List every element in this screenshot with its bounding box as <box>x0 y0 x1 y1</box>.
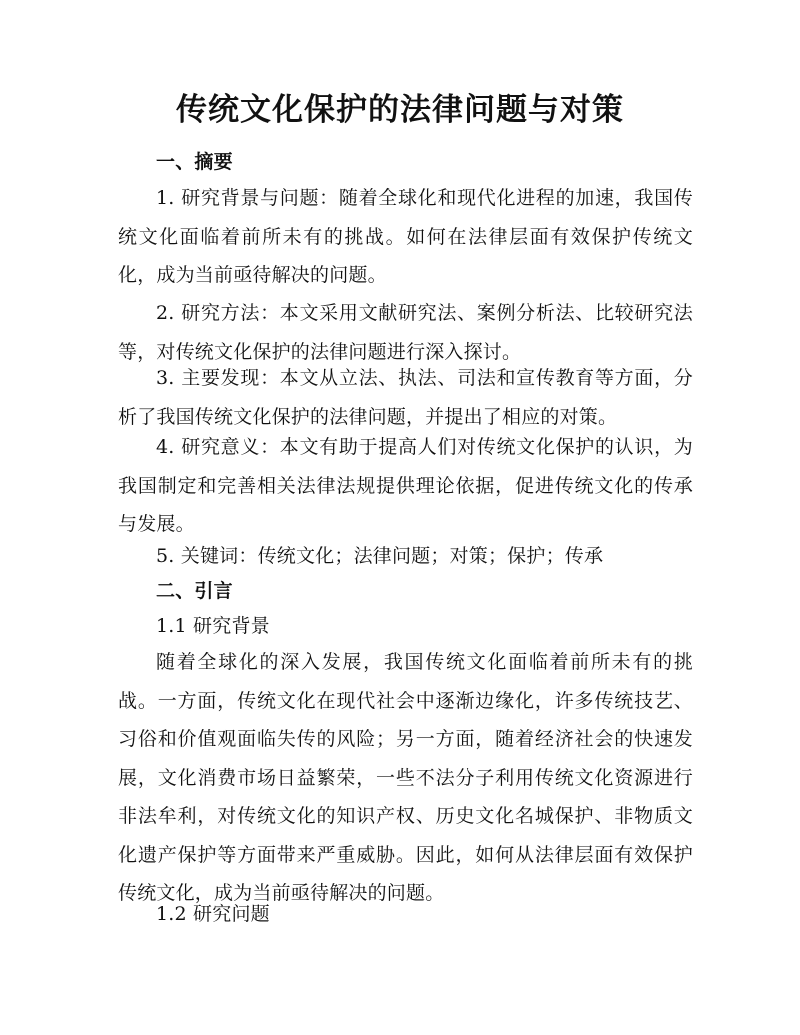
abstract-item-4-block <box>118 428 693 544</box>
abstract-item-4: 4. 研究意义：本文有助于提高人们对传统文化保护的认识，为我国制定和完善相关法律法规提供理论依据，促进传统文化的传承与发展。 <box>118 436 693 535</box>
abstract-heading-block <box>118 143 693 182</box>
abstract-item-1: 1. 研究背景与问题：随着全球化和现代化进程的加速，我国传统文化面临着前所未有的挑战。如何在法律层面有效保护传统文化，成为当前亟待解决的问题。 <box>118 187 693 286</box>
subsection-1-heading: 1.1 研究背景 <box>156 615 270 637</box>
document-title: 传统文化保护的法律问题与对策 <box>176 92 624 128</box>
subsection-2-heading-block <box>118 895 693 934</box>
abstract-item-1-block <box>118 179 693 295</box>
abstract-item-3-block <box>118 359 693 436</box>
subsection-1-heading-block <box>118 607 693 646</box>
abstract-item-3: 3. 主要发现：本文从立法、执法、司法和宣传教育等方面，分析了我国传统文化保护的法律问题，并提出了相应的对策。 <box>118 367 693 428</box>
subsection-1-body: 随着全球化的深入发展，我国传统文化面临着前所未有的挑战。一方面，传统文化在现代社会中逐渐边缘化，许多传统技艺、习俗和价值观面临失传的风险；另一方面，随着经济社会的快速发展，文化消费市场日益繁荣，一些不法分子利用传统文化资源进行非法牟利，对传统文化的知识产权、历史文化名城保护、非物质文化遗产保护等方面带来严重威胁。因此，如何从法律层面有效保护传统文化，成为当前亟待解决的问题。 <box>118 651 693 904</box>
abstract-item-5-block <box>118 537 693 576</box>
subsection-1-body-block <box>118 643 693 913</box>
abstract-keywords: 5. 关键词：传统文化；法律问题；对策；保护；传承 <box>156 545 604 567</box>
introduction-heading-block <box>118 572 693 611</box>
subsection-2-heading: 1.2 研究问题 <box>156 903 270 925</box>
abstract-heading: 一、摘要 <box>156 151 233 173</box>
abstract-item-2: 2. 研究方法：本文采用文献研究法、案例分析法、比较研究法等，对传统文化保护的法律问题进行深入探讨。 <box>118 302 693 363</box>
introduction-heading: 二、引言 <box>156 580 233 602</box>
